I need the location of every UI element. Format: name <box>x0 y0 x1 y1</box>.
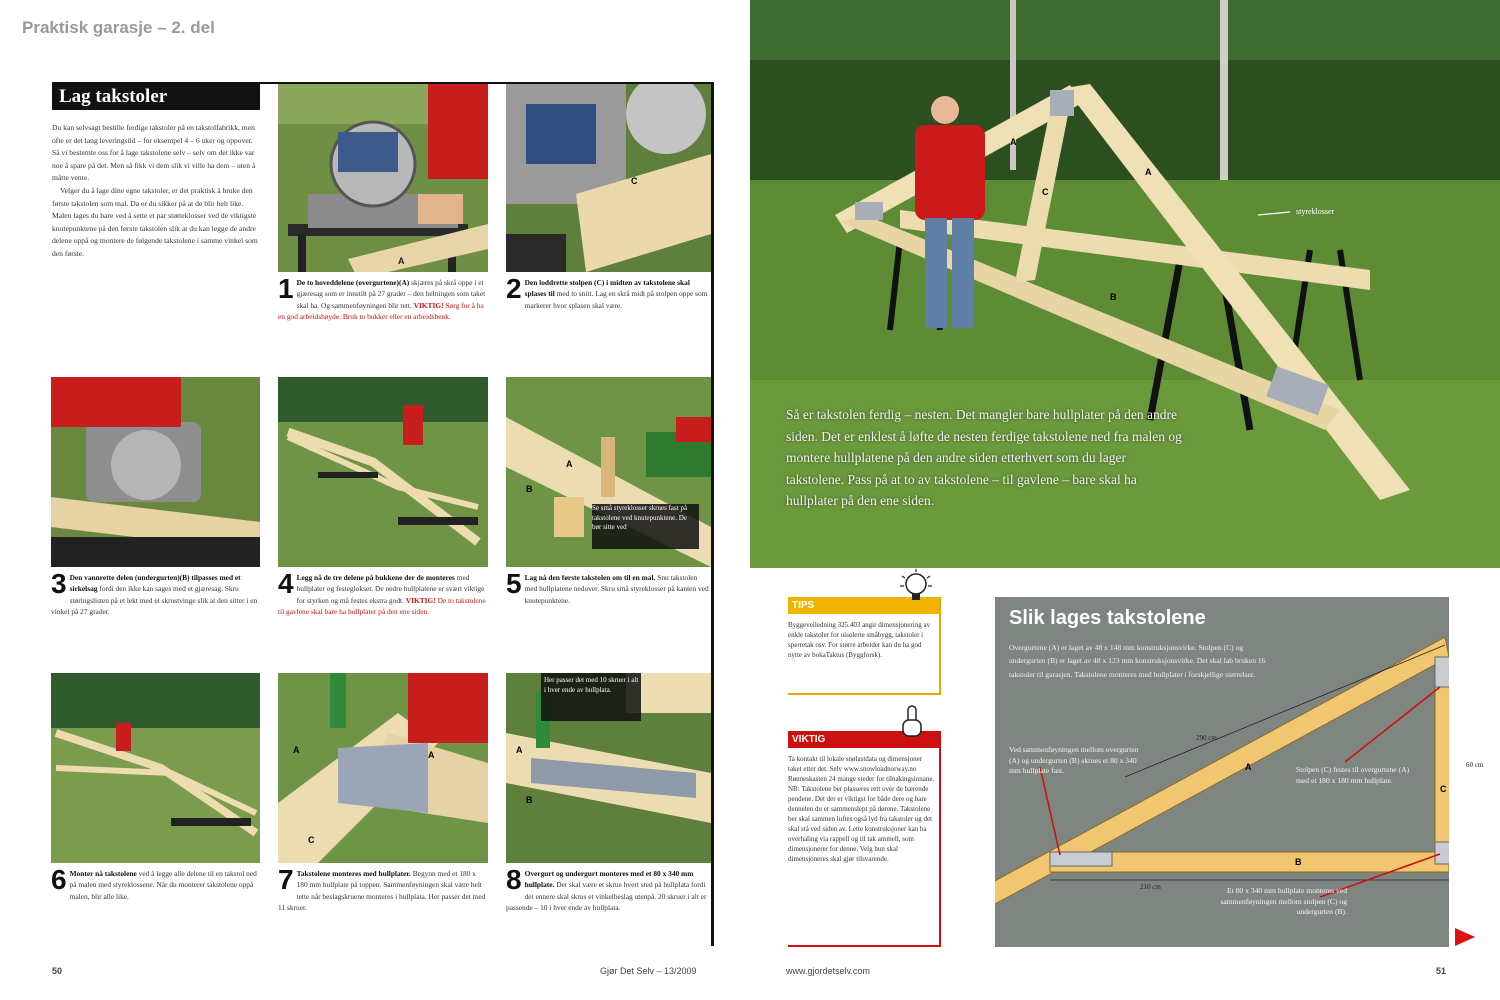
folio-url: www.gjordetselv.com <box>786 966 870 976</box>
step-4-number: 4 <box>278 568 294 599</box>
step-7-number: 7 <box>278 864 294 895</box>
step-1-number: 1 <box>278 273 294 304</box>
step-7-caption <box>278 864 488 914</box>
step-6-text: ved å legge alle delene til en takstol ned på malen med styreklossene. Når du monterer takstolene oppå malen, blir alle like. <box>69 869 257 901</box>
step-7-text: Begynn med et 180 x 180 mm hullplate på toppen. Sammenføyningen skal være helt tette når beslagskruene monteres i hullplata. Her passer det med 11 skruer. <box>278 869 486 913</box>
diagram-note-right: Stolpen (C) festes til overgurtene (A) med et 180 x 180 mm hullplate. <box>1296 765 1410 785</box>
diagram-note-bottom: Et 80 x 340 mm hullplate monteres ved sammenføyningen mellom stolpen (C) og undergurten (B). <box>1220 886 1347 916</box>
svg-text:C: C <box>308 835 315 845</box>
step-6-caption <box>51 864 260 902</box>
step-7-photo <box>278 673 488 863</box>
intro-paragraph-2: Velger du å lage dine egne takstoler, er det praktisk å bruke den første takstolen som mal. Da er du sikker på at de blir helt like. Malen lages du bare ved å sette et par støtteklosser ved de viktigste knutepunktene på den første takstolen slik at du kan legge de andre delene oppå og montere de følgende takstolene i samme vinkel som den første. <box>52 185 258 258</box>
svg-text:A: A <box>428 750 435 760</box>
step-2-lead: Den loddrette stolpen (C) i midten av takstolene skal splases til <box>524 278 690 299</box>
svg-text:B: B <box>526 484 533 494</box>
step-8-photo-note: Her passer det med 10 skruer i alt i hver ende av hullplata. <box>544 676 639 694</box>
step-5-photo <box>506 377 711 567</box>
running-head: Praktisk garasje – 2. del <box>22 18 215 37</box>
step-5-number: 5 <box>506 568 522 599</box>
next-page-arrow-icon <box>1453 926 1477 948</box>
step-8-text: Det skal være et skrue hvert sted på hullplata fordi det ennere skal skrus et vinkelbeslag utenpå. 20 skruer i alt er passende – 10 i hver ende av hullplata. <box>506 880 707 913</box>
tips-text: Byggeveiledning 325.403 angir dimensjonering av enkle takstoler for uisolerte småbygg, takstoler i sperretak osv. For større arbeider kan du ha god nytte av bokaTaktus (Byggforsk). <box>788 621 931 659</box>
section-title: Lag takstoler <box>52 84 260 110</box>
step-4-photo <box>278 377 488 567</box>
intro-paragraph-1: Du kan selvsagt bestille ferdige takstoler på en takstolfabrikk, men ofte er det lang leveringstid – for eksempel 4 – 6 uker og oppover. Så vi bestemte oss for å lage takstolene selv – selv om det ikke var noe å spare på det. Men så fikk vi dem slik vi ville ha dem – uten å måtte vente. <box>52 123 256 183</box>
dimension-top: 290 cm <box>1196 734 1217 742</box>
step-1-caption <box>278 273 488 323</box>
folio-right: 51 <box>1436 966 1447 976</box>
step-3-lead: Den vannrette delen (undergurten)(B) tilpasses med et sirkelsag <box>69 573 241 594</box>
step-3-photo <box>51 377 260 567</box>
raised-finger-icon <box>897 704 927 740</box>
svg-text:C: C <box>631 176 638 186</box>
step-4-warning: De to takstolene til gavlene skal bare ha hullplater på den ene siden. <box>278 595 486 617</box>
step-4-warning-label: VIKTIG! <box>405 595 436 605</box>
svg-text:A: A <box>1245 762 1252 772</box>
step-5-text: Snu takstolen med hullplatene nedover. Skru små styreklosser på kanten ved knutepunktene. <box>524 573 709 605</box>
diagram-note-left: Ved sammenføyningen mellom overgurten (A) og undergurten (B) skrues et 80 x 340 mm hullplate fast. <box>1009 745 1139 775</box>
lightbulb-icon <box>897 568 935 604</box>
dimension-right: 60 cm <box>1466 761 1484 769</box>
step-6-photo <box>51 673 260 863</box>
styreklosser-label: styreklosser <box>1296 207 1335 216</box>
step-1-lead: De to hoveddelene (overgurtene)(A) <box>296 278 410 287</box>
step-4-lead: Legg nå de tre delene på bukkene der de monteres <box>296 573 455 582</box>
svg-text:C: C <box>1042 187 1049 197</box>
diagram-text: Overgurtene (A) er laget av 48 x 148 mm konstruksjonsvirke. Stolpen (C) og undergurten (B) er laget av 48 x 123 mm konstruksjonsvirke. Det skal lab bruken 16 takstoler til garasjen. Takstolene monteres med hullplater i forskjellige størrelser. <box>1009 643 1266 679</box>
dimension-bottom: 210 cm <box>1140 883 1161 891</box>
svg-text:B: B <box>1295 857 1302 867</box>
main-photo-caption: Så er takstolen ferdig – nesten. Det mangler bare hullplater på den andre siden. Det er enklest å løfte de nesten ferdige takstolene ned fra malen og montere hullplatene på den andre siden etterhvert som du lager takstolene. Pass på at to av takstolene – til gavlene – bare skal ha hullplater på den ene siden. <box>786 407 1182 508</box>
step-3-text: fordi den ikke kan sages med et gjæresag. Skru støringslisten på et lekt med et skrustvinge slik at den sitter i en vinkel på 27 grader. <box>51 584 258 617</box>
step-7-lead: Takstolene monteres med hullplater. <box>296 869 411 878</box>
step-2-number: 2 <box>506 273 522 304</box>
step-3-number: 3 <box>51 568 67 599</box>
step-3-caption <box>51 568 260 618</box>
step-8-lead: Overgurt og undergurt monteres med et 80 x 340 mm hullplate. <box>524 869 694 890</box>
svg-text:A: A <box>293 745 300 755</box>
step-2-caption <box>506 273 711 311</box>
svg-text:A: A <box>1145 167 1152 177</box>
svg-text:A: A <box>516 745 523 755</box>
step-8-photo <box>506 673 711 863</box>
step-6-lead: Monter nå takstolene <box>69 869 137 878</box>
step-1-warning: Sørg for å ha en god arbeidshøyde. Bruk to bukker eller en arbeidsbenk. <box>278 300 484 322</box>
step-1-text: skjæres på skrå oppe i et gjæresag som er innstilt på 27 grader – den helningen som taket skal ha. Og sammenføyningen blir tett. <box>296 278 486 310</box>
step-2-photo <box>506 84 711 272</box>
tips-label: TIPS <box>788 597 939 614</box>
folio-center: Gjør Det Selv – 13/2009 <box>600 966 697 976</box>
step-5-photo-note: Se små styreklosser skrues fast på takstolene ved knutepunktene. De bør sitte ved <box>592 504 688 531</box>
step-4-caption <box>278 568 488 618</box>
step-2-text: med to snitt. Lag en skrå midt på stolpen oppe som markerer hvor splasen skal være. <box>524 289 708 310</box>
warning-label: VIKTIG <box>788 731 939 748</box>
column-rule <box>711 84 714 946</box>
svg-text:B: B <box>526 795 533 805</box>
intro-text <box>52 122 260 261</box>
step-6-number: 6 <box>51 864 67 895</box>
step-1-warning-label: VIKTIG! <box>413 300 444 310</box>
step-5-caption <box>506 568 711 606</box>
svg-text:B: B <box>1110 292 1117 302</box>
diagram-title: Slik lages takstolene <box>1009 607 1206 629</box>
step-4-text: med hullplater og festeglokser. De nedre hullplatene er svært viktige for styrken og må festes ekstra godt. <box>296 573 485 605</box>
svg-text:A: A <box>566 459 573 469</box>
svg-text:A: A <box>1010 137 1017 147</box>
step-5-lead: Lag nå den første takstolen om til en mal. <box>524 573 656 582</box>
svg-text:A: A <box>398 256 405 266</box>
step-8-caption <box>506 864 711 914</box>
svg-text:C: C <box>1440 784 1447 794</box>
step-8-number: 8 <box>506 864 522 895</box>
warning-text: Ta kontakt til lokale snølastdata og dimensjoner taket etter det. Selv www.snowloadnorway.no Rønneskasten 24 mange steder for tilnakingsinnane. NB: Takstolene ber plasseres rett over de bærende pendene. Det der er viktigst for både dere og bare dennelen du er sammenslept på dørene. Takstolene ber skal sammen luftes også lyd fra takstoler og det skal stå ved siden av. Lette konstruksjoner kan ha overhaling via rappell og til tak ammell, som dimensjonerer for denne. Velg hun skal dimensjoneres skal gjør tilsvarende. <box>788 755 935 863</box>
step-1-photo <box>278 84 488 272</box>
folio-left: 50 <box>52 966 63 976</box>
